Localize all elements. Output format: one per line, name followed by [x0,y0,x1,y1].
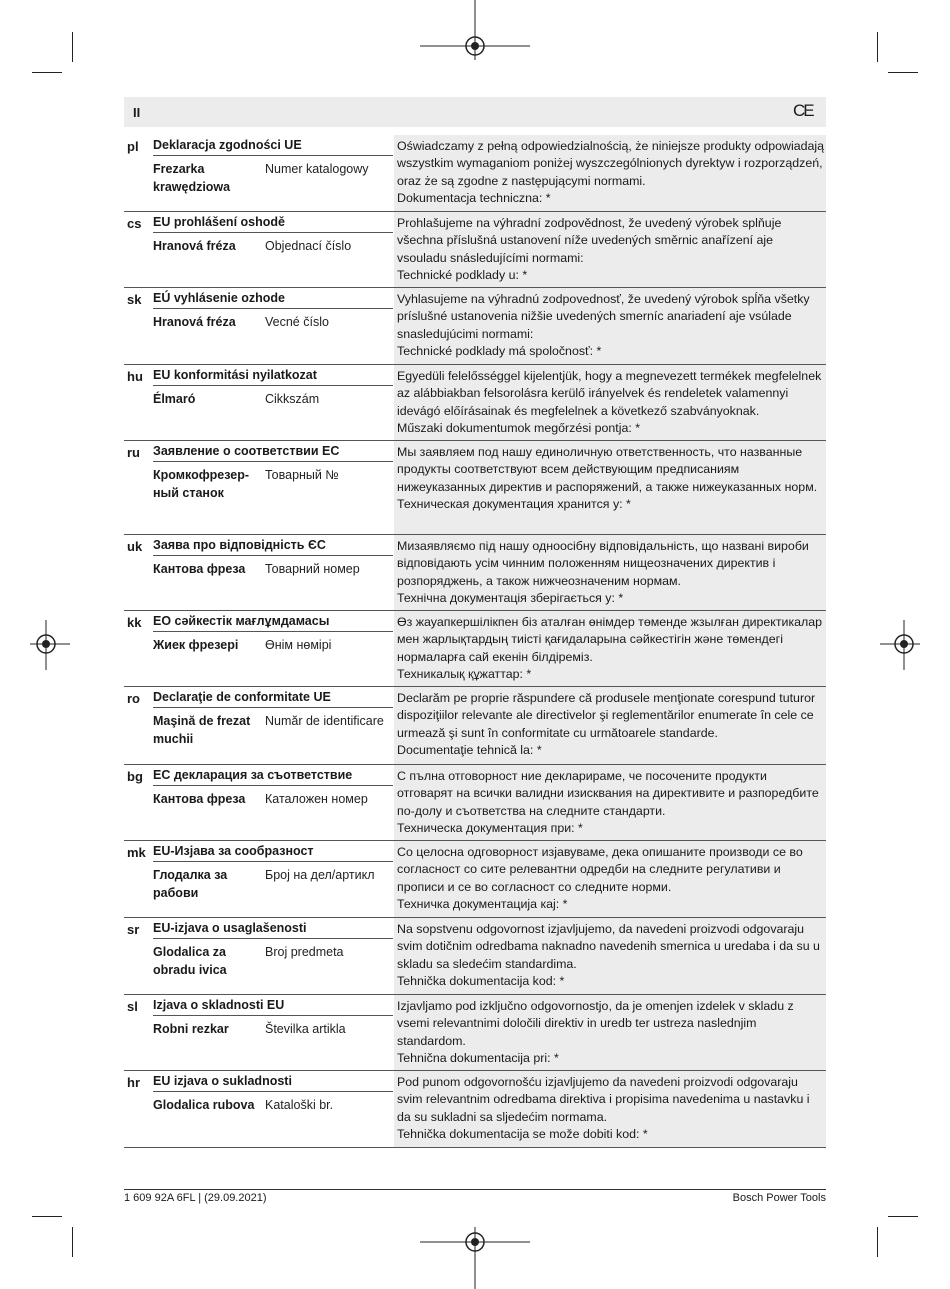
language-code: kk [127,615,142,630]
crop-mark [32,72,62,73]
declaration-statement: Egyedüli felelősséggel kijelentjük, hogy a megnevezett termékek megfelelnek az alábbiakban felsorolásra kerülő irányelvek és rendeletek valamennyi idevágó előírásainak és megfelelnek a következő szabványoknak. [397,369,822,418]
language-code: sr [127,922,140,937]
language-code: cs [127,216,142,231]
product-name: Жиек фрезері [153,638,239,652]
declaration-row [124,611,826,687]
declaration-title: Заявление о соответствии ЕС [153,444,393,462]
crop-mark [877,32,878,62]
declaration-title: EU izjava o sukladnosti [153,1074,393,1092]
product-name: Hranová fréza [153,239,236,253]
declaration-row [124,995,826,1071]
declaration-statement: Өз жауапкершілікпен біз аталған өнімдер төменде жзылған директикалар мен жарлықтардың тиісті қағидаларына сәйкестігін және төмендегі нормаларға сай екенін білдіреміз. [397,615,823,664]
declaration-statement: Мизаявляємо під нашу одноосібну відповідальність, що названі вироби відповідають усім чинним положенням нищеозначених директив і розпоряджень, а також нижчеозначеним нормам. [397,539,809,588]
technical-documentation-note: Documentaţie tehnică la: * [397,743,542,758]
page-label: II [133,105,141,120]
article-number-label: Број на дел/артикл [265,868,375,882]
article-number-label: Numer katalogowy [265,162,369,176]
header-band [124,97,826,127]
declaration-row [124,288,826,365]
declaration-title: Заява про відповідність ЄС [153,538,393,556]
product-name: Maşină de frezat muchii [153,714,251,746]
language-code: sk [127,292,142,307]
technical-documentation-note: Техничка документација кај: * [397,897,568,912]
language-code: sl [127,999,138,1014]
article-number-label: Številka artikla [265,1022,346,1036]
declaration-title: EU konformitási nyilatkozat [153,368,393,386]
footer-brand: Bosch Power Tools [732,1192,826,1204]
footer-document-id: 1 609 92A 6FL | (29.09.2021) [124,1192,267,1204]
declaration-row [124,365,826,441]
crop-mark [32,1216,62,1217]
crop-mark [72,32,73,62]
technical-documentation-note: Tehnička dokumentacija se može dobiti kod: * [397,1127,648,1142]
crop-mark [888,72,918,73]
product-name: Кантова фреза [153,792,246,806]
declaration-text-box [394,212,826,287]
ce-mark-icon: CE [793,101,813,120]
declaration-row [124,1071,826,1148]
declaration-statement: Declarăm pe proprie răspundere că produsele menţionate corespund tuturor dispoziţiilor relevante ale directivelor şi reglementărilor enumerate în cele ce urmează şi sunt în conformitate cu următoarele standarde. [397,691,816,740]
crop-mark [877,1227,878,1257]
article-number-label: Cikkszám [265,392,320,406]
technical-documentation-note: Техническая документация хранится у: * [397,497,631,512]
article-number-label: Өнім нөмірі [265,638,332,652]
declaration-text-box [394,611,826,686]
declaration-row [124,687,826,765]
declaration-statement: Со целосна одговорност изјавуваме, дека опишаните производи се во согласност со сите релевантни одредби на следните регулативи и прописи и се во согласност со следните норми. [397,845,803,894]
product-name: Кантова фреза [153,562,246,576]
declaration-text-box [394,1071,826,1147]
product-name: Glodalica rubova [153,1098,255,1112]
technical-documentation-note: Technické podklady má spoločnosť: * [397,344,602,359]
article-number-label: Număr de identificare [265,714,384,728]
registration-mark-right [880,620,920,670]
declaration-title: Deklaracja zgodności UE [153,138,393,156]
registration-mark-top [420,0,530,70]
declaration-text-box [394,765,826,840]
product-name: Robni rezkar [153,1022,229,1036]
language-code: ru [127,445,140,460]
declaration-title: EU-Изјава за сообразност [153,844,393,862]
declaration-title: ЕС декларация за съответствие [153,768,393,786]
language-code: uk [127,539,143,554]
product-name: Глодалка за рабови [153,868,228,900]
registration-mark-bottom [420,1222,530,1289]
technical-documentation-note: Техникалық құжаттар: * [397,667,532,682]
declaration-text-box [394,365,826,440]
product-name: Élmaró [153,392,196,406]
declaration-table [124,135,826,1148]
article-number-label: Товарный № [265,468,339,482]
language-code: bg [127,769,143,784]
declaration-text-box [394,135,826,211]
declaration-statement: Vyhlasujeme na výhradnú zodpovednosť, že uvedený výrobok spĺňa všetky príslušné ustanovenia nižšie uvedených smerníc anariadení aje vsúlade snasledujúcimi normami: [397,292,810,341]
crop-mark [888,1216,918,1217]
declaration-text-box [394,687,826,764]
article-number-label: Broj predmeta [265,945,344,959]
footer-divider [124,1189,826,1190]
declaration-text-box [394,535,826,610]
technical-documentation-note: Техническа документация при: * [397,821,583,836]
product-name: Glodalica za obradu ivica [153,945,227,977]
declaration-row [124,765,826,841]
declaration-statement: Prohlašujeme na výhradní zodpovědnost, že uvedený výrobek splňuje všechna příslušná ustanovení níže uvedených směrnic anařízení aje vsouladu snásledujícími normami: [397,216,782,265]
declaration-title: EU-izjava o usaglašenosti [153,921,393,939]
article-number-label: Vecné číslo [265,315,329,329]
declaration-statement: С пълна отговорност ние декларираме, че посочените продукти отговарят на всички валидни изисквания на директивите и разпоредбите по-долу и съответства на следните стандарти. [397,769,819,818]
product-name: Frezarka krawędziowa [153,162,231,194]
declaration-statement: Мы заявляем под нашу единоличную ответственность, что названные продукты соответствуют всем действующим предписаниям нижеуказанных директив и распоряжений, а также нижеуказанных норм. [397,445,818,494]
declaration-statement: Na sopstvenu odgovornost izjavljujemo, da navedeni proizvodi odgovaraju svim dotičnim odredbama naknadno navedenih smernica u uredaba i da su u skladu sa sledećim standardima. [397,922,820,971]
declaration-title: Izjava o skladnosti EU [153,998,393,1016]
technical-documentation-note: Technické podklady u: * [397,268,528,283]
technical-documentation-note: Dokumentacja techniczna: * [397,191,551,206]
declaration-row [124,135,826,212]
product-name: Hranová fréza [153,315,236,329]
language-code: hr [127,1075,140,1090]
article-number-label: Товарний номер [265,562,360,576]
declaration-title: Declaraţie de conformitate UE [153,690,393,708]
language-code: ro [127,691,140,706]
declaration-row [124,535,826,611]
technical-documentation-note: Műszaki dokumentumok megőrzési pontja: * [397,421,641,436]
article-number-label: Kataloški br. [265,1098,334,1112]
registration-mark-left [30,620,70,670]
article-number-label: Objednací číslo [265,239,352,253]
declaration-text-box [394,995,826,1070]
declaration-text-box [394,841,826,917]
declaration-row [124,841,826,918]
technical-documentation-note: Технічна документація зберігається у: * [397,591,624,606]
declaration-row [124,212,826,288]
declaration-text-box [394,441,826,534]
crop-mark [72,1227,73,1257]
declaration-statement: Oświadczamy z pełną odpowiedzialnością, że niniejsze produkty odpowiadają wszystkim wymaganiom poniżej wyszczególnionych dyrektyw i rozporządzeń, oraz że są zgodne z następującymi normami. [397,139,825,188]
language-code: pl [127,139,139,154]
article-number-label: Каталожен номер [265,792,368,806]
declaration-title: EÚ vyhlásenie ozhode [153,291,393,309]
declaration-title: ЕО сәйкестік мағлұмдамасы [153,614,393,632]
declaration-statement: Izjavljamo pod izključno odgovornostjo, da je omenjen izdelek v skladu z vsemi relevantnimi določili direktiv in uredb ter ustreza naslednjim standardom. [397,999,794,1048]
language-code: hu [127,369,143,384]
declaration-row [124,918,826,995]
technical-documentation-note: Tehnična dokumentacija pri: * [397,1051,559,1066]
declaration-text-box [394,288,826,364]
declaration-text-box [394,918,826,994]
declaration-title: EU prohlášení oshodě [153,215,393,233]
product-name: Кромкофрезер-ный станок [153,468,250,500]
declaration-statement: Pod punom odgovornošću izjavljujemo da navedeni proizvodi odgovaraju svim relevantnim odredbama direktiva i propisima navedenima u nastavku i da su sukladni sa sljedećim normama. [397,1075,810,1124]
declaration-row [124,441,826,535]
language-code: mk [127,845,146,860]
technical-documentation-note: Tehnička dokumentacija kod: * [397,974,565,989]
